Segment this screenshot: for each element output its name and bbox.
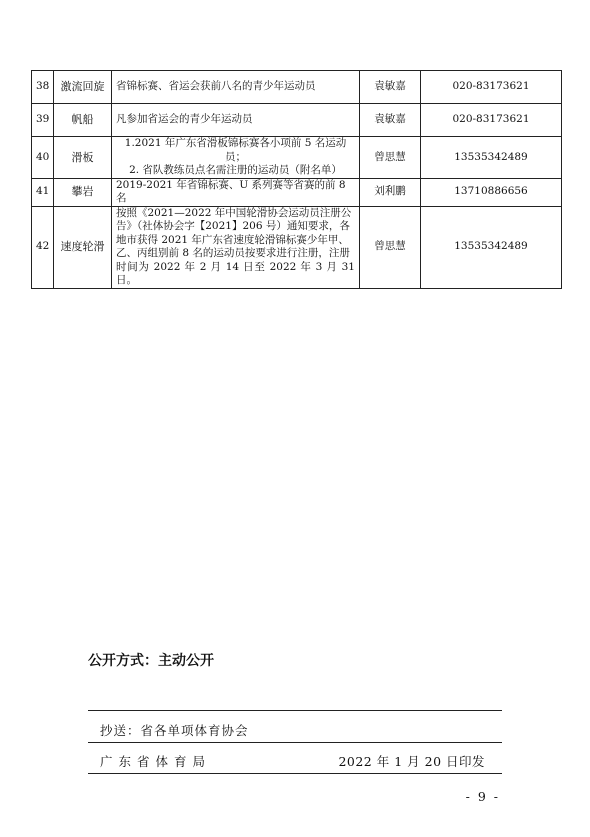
page-number: - 9 - bbox=[465, 789, 500, 804]
issuing-authority: 广东省体育局 bbox=[100, 754, 212, 769]
contact-person: 曾思慧 bbox=[360, 137, 421, 179]
table-row bbox=[32, 104, 562, 137]
disclosure-method: 公开方式：主动公开 bbox=[88, 653, 214, 669]
row-number: 39 bbox=[32, 104, 54, 137]
contact-person: 袁敏嘉 bbox=[360, 104, 421, 137]
table-row bbox=[32, 137, 562, 179]
sport-name: 攀岩 bbox=[54, 178, 112, 206]
requirement-line: 2019-2021 年省锦标赛、U 系列赛等省赛的前 8 名 bbox=[116, 178, 346, 204]
contact-person: 袁敏嘉 bbox=[360, 71, 421, 104]
row-number: 40 bbox=[32, 137, 54, 179]
requirement-line: 乙、丙组别前 8 名的运动员按要求进行注册，注册 bbox=[116, 247, 350, 259]
cc-line: 抄送：省各单项体育协会 bbox=[100, 723, 249, 738]
requirement bbox=[112, 137, 360, 179]
contact-person: 曾思慧 bbox=[360, 206, 421, 288]
requirement-line: 时间为 2022 年 2 月 14 日至 2022 年 3 月 31 日。 bbox=[116, 260, 355, 286]
footer-bottom-rule bbox=[88, 773, 502, 774]
requirement bbox=[112, 206, 360, 288]
contact-phone: 13535342489 bbox=[421, 206, 562, 288]
requirement-line: 告》（社体协会字【2021】206 号）通知要求，各 bbox=[116, 220, 350, 232]
requirement-line: 省锦标赛、省运会获前八名的青少年运动员 bbox=[116, 80, 316, 93]
row-number: 42 bbox=[32, 206, 54, 288]
sport-name: 激流回旋 bbox=[54, 71, 112, 104]
row-number: 41 bbox=[32, 178, 54, 206]
issue-date: 2022 年 1 月 20 日印发 bbox=[338, 754, 485, 769]
requirement-line: 地市获得 2021 年广东省速度轮滑锦标赛少年甲、 bbox=[116, 233, 349, 246]
registration-table bbox=[31, 70, 562, 289]
sport-name: 速度轮滑 bbox=[54, 206, 112, 288]
contact-phone: 13710886656 bbox=[421, 178, 562, 206]
contact-phone: 13535342489 bbox=[421, 137, 562, 179]
table-row bbox=[32, 178, 562, 206]
requirement-line: 凡参加省运会的青少年运动员 bbox=[116, 113, 253, 126]
requirement bbox=[112, 71, 360, 104]
table-row bbox=[32, 206, 562, 288]
sport-name: 帆船 bbox=[54, 104, 112, 137]
requirement-line: 1.2021 年广东省滑板锦标赛各小项前 5 名运动员； bbox=[124, 137, 347, 163]
requirement-line: 2. 省队教练员点名需注册的运动员（附名单） bbox=[129, 164, 342, 176]
contact-person: 刘利鹏 bbox=[360, 178, 421, 206]
footer-top-rule bbox=[88, 710, 502, 711]
requirement bbox=[112, 178, 360, 206]
requirement-line: 按照《2021—2022 年中国轮滑协会运动员注册公 bbox=[116, 206, 352, 219]
row-number: 38 bbox=[32, 71, 54, 104]
contact-phone: 020-83173621 bbox=[421, 71, 562, 104]
requirement bbox=[112, 104, 360, 137]
sport-name: 滑板 bbox=[54, 137, 112, 179]
footer-middle-rule bbox=[88, 742, 502, 743]
contact-phone: 020-83173621 bbox=[421, 104, 562, 137]
table-row bbox=[32, 71, 562, 104]
